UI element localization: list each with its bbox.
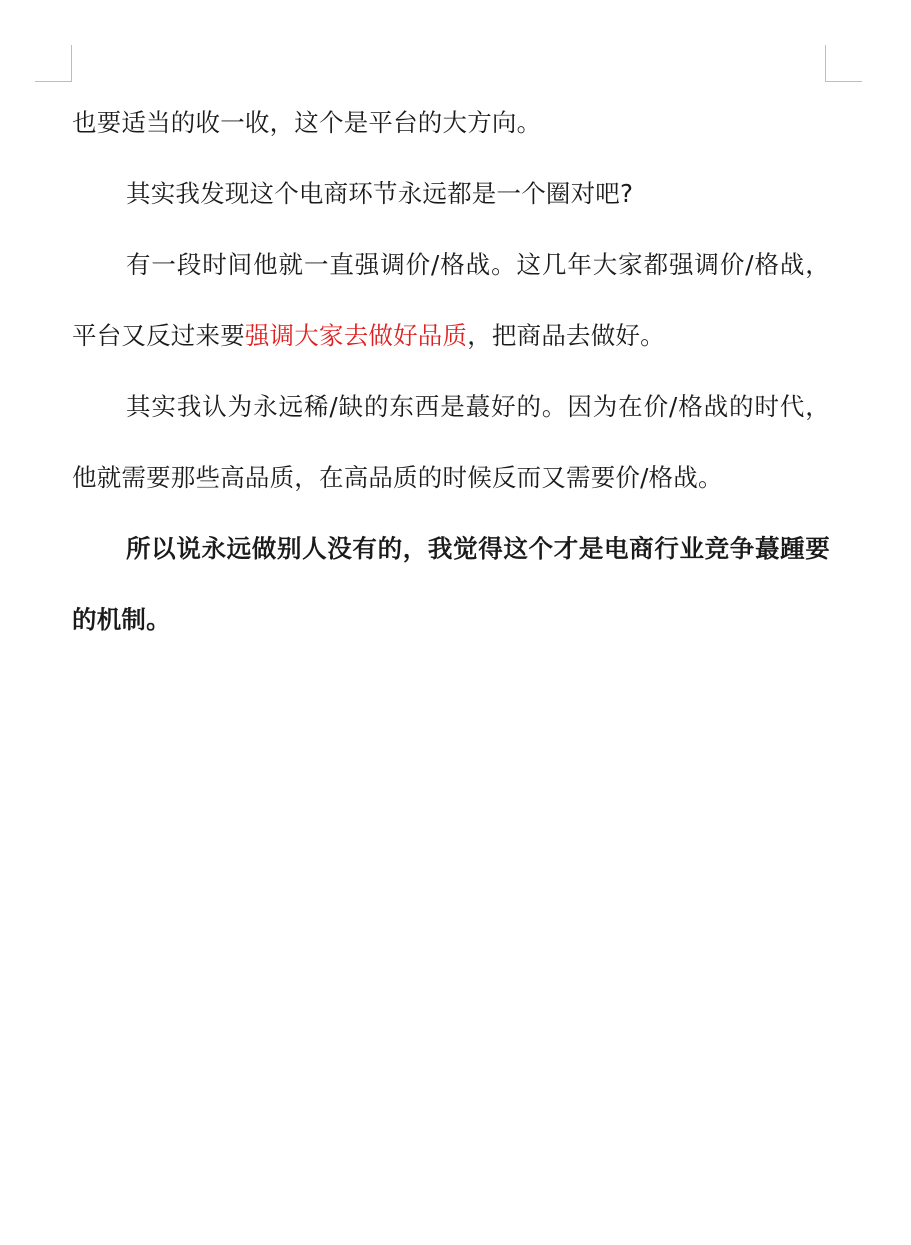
paragraph-1: 也要适当的收一收，这个是平台的大方向。: [72, 108, 542, 137]
highlighted-text: 强调大家去做好品质: [244, 321, 468, 350]
paragraph-2: 其实我发现这个电商环节永远都是一个圈对吧?: [126, 179, 634, 208]
document-body: [72, 87, 830, 655]
paragraph-5-bold: 所以说永远做别人没有的，我觉得这个才是电商行业竞争蕞踵要的机制。: [72, 534, 830, 634]
top-left-crop-mark: [35, 45, 72, 82]
paragraph-3-text-before: 有一段时间他就一直强调价/格战。这几年大家都强调价/格战，平台又反过来要: [72, 250, 830, 350]
top-right-crop-mark: [825, 45, 862, 82]
paragraph-4: 其实我认为永远稀/缺的东西是蕞好的。因为在价/格战的时代，他就需要那些高品质，在高品质的时候反而又需要价/格战。: [72, 392, 830, 492]
paragraph-3: [72, 229, 830, 371]
paragraph-3-text-after: ，把商品去做好。: [467, 321, 665, 350]
